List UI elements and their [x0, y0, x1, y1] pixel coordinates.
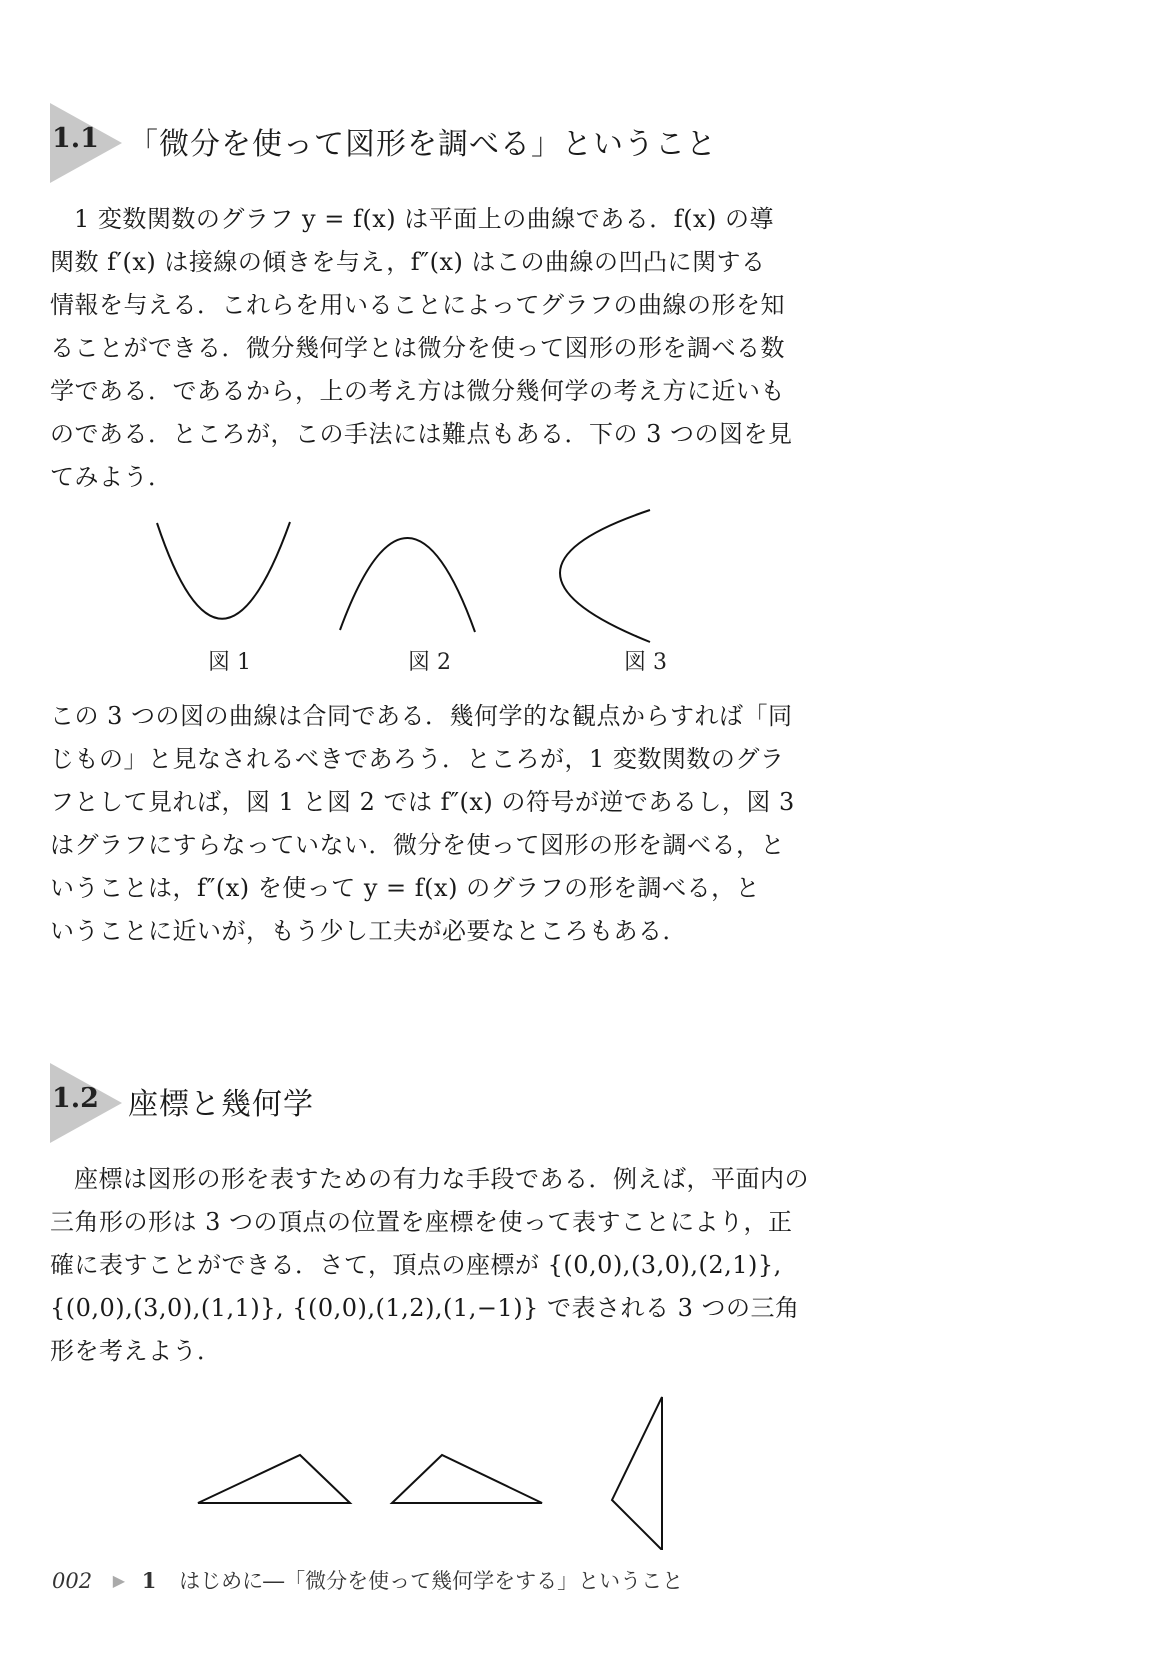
triangle-2: [392, 1455, 542, 1503]
section-number: 1.1: [52, 123, 99, 154]
section-title: 「微分を使って図形を調べる」ということ: [128, 127, 717, 162]
text-line: 情報を与える．これらを用いることによってグラフの曲線の形を知: [50, 291, 785, 319]
triangles-figure: [180, 1385, 680, 1550]
section-heading-1-2: [50, 1063, 810, 1143]
text-line: 1 変数関数のグラフ y = f(x) は平面上の曲線である．f(x) の導: [74, 205, 774, 233]
text-line: 座標は図形の形を表すための有力な手段である．例えば，平面内の: [74, 1165, 809, 1193]
text-line: 関数 f′(x) は接線の傾きを与え，f″(x) はこの曲線の凹凸に関する: [50, 248, 766, 276]
text-line: のである．ところが，この手法には難点もある．下の 3 つの図を見: [50, 420, 793, 448]
text-line: はグラフにすらなっていない．微分を使って図形の形を調べる，と: [50, 831, 785, 859]
section-1-2-paragraph-1: [50, 1158, 820, 1373]
section-number: 1.2: [52, 1083, 99, 1114]
text-line: この 3 つの図の曲線は合同である．幾何学的な観点からすれば「同: [50, 702, 793, 730]
section-title: 座標と幾何学: [128, 1087, 314, 1122]
section-1-1-paragraph-1: [50, 198, 820, 499]
curve-figure-2: [340, 538, 475, 632]
text-line: 学である．であるから，上の考え方は微分幾何学の考え方に近いも: [50, 377, 785, 405]
figure-caption-3: 図 3: [624, 650, 667, 675]
text-line: 三角形の形は 3 つの頂点の位置を座標を使って表すことにより，正: [50, 1208, 793, 1236]
text-line: ることができる．微分幾何学とは微分を使って図形の形を調べる数: [50, 334, 785, 362]
text-line: てみよう．: [50, 463, 173, 491]
chapter-number: 1: [141, 1568, 157, 1593]
page-number: 002: [52, 1569, 93, 1593]
chapter-title: はじめに―「微分を使って幾何学をする」ということ: [179, 1569, 684, 1593]
section-heading-1-1: [50, 103, 810, 183]
page-footer: [52, 1565, 683, 1595]
triangle-1: [198, 1455, 350, 1503]
text-line: 確に表すことができる．さて，頂点の座標が {(0,0),(3,0),(2,1)},: [50, 1251, 782, 1279]
curves-figure: [140, 505, 680, 650]
figure-caption-1: 図 1: [208, 650, 251, 675]
text-line: フとして見れば，図 1 と図 2 では f″(x) の符号が逆であるし，図 3: [50, 788, 795, 816]
text-line: いうことは，f″(x) を使って y = f(x) のグラフの形を調べる，と: [50, 874, 761, 902]
text-line: 形を考えよう．: [50, 1337, 222, 1365]
section-1-1-paragraph-2: [50, 695, 820, 953]
figure-caption-2: 図 2: [408, 650, 451, 675]
curve-figure-3: [560, 510, 650, 642]
text-line: {(0,0),(3,0),(1,1)}, {(0,0),(1,2),(1,−1)} で表される 3 つの三角: [50, 1294, 800, 1322]
text-line: いうことに近いが，もう少し工夫が必要なところもある．: [50, 917, 687, 945]
triangle-3: [612, 1397, 662, 1550]
curve-figure-1: [157, 522, 290, 619]
triangle-right-icon: ▶: [112, 1571, 126, 1590]
text-line: じもの」と見なされるべきであろう．ところが，1 変数関数のグラ: [50, 745, 785, 773]
